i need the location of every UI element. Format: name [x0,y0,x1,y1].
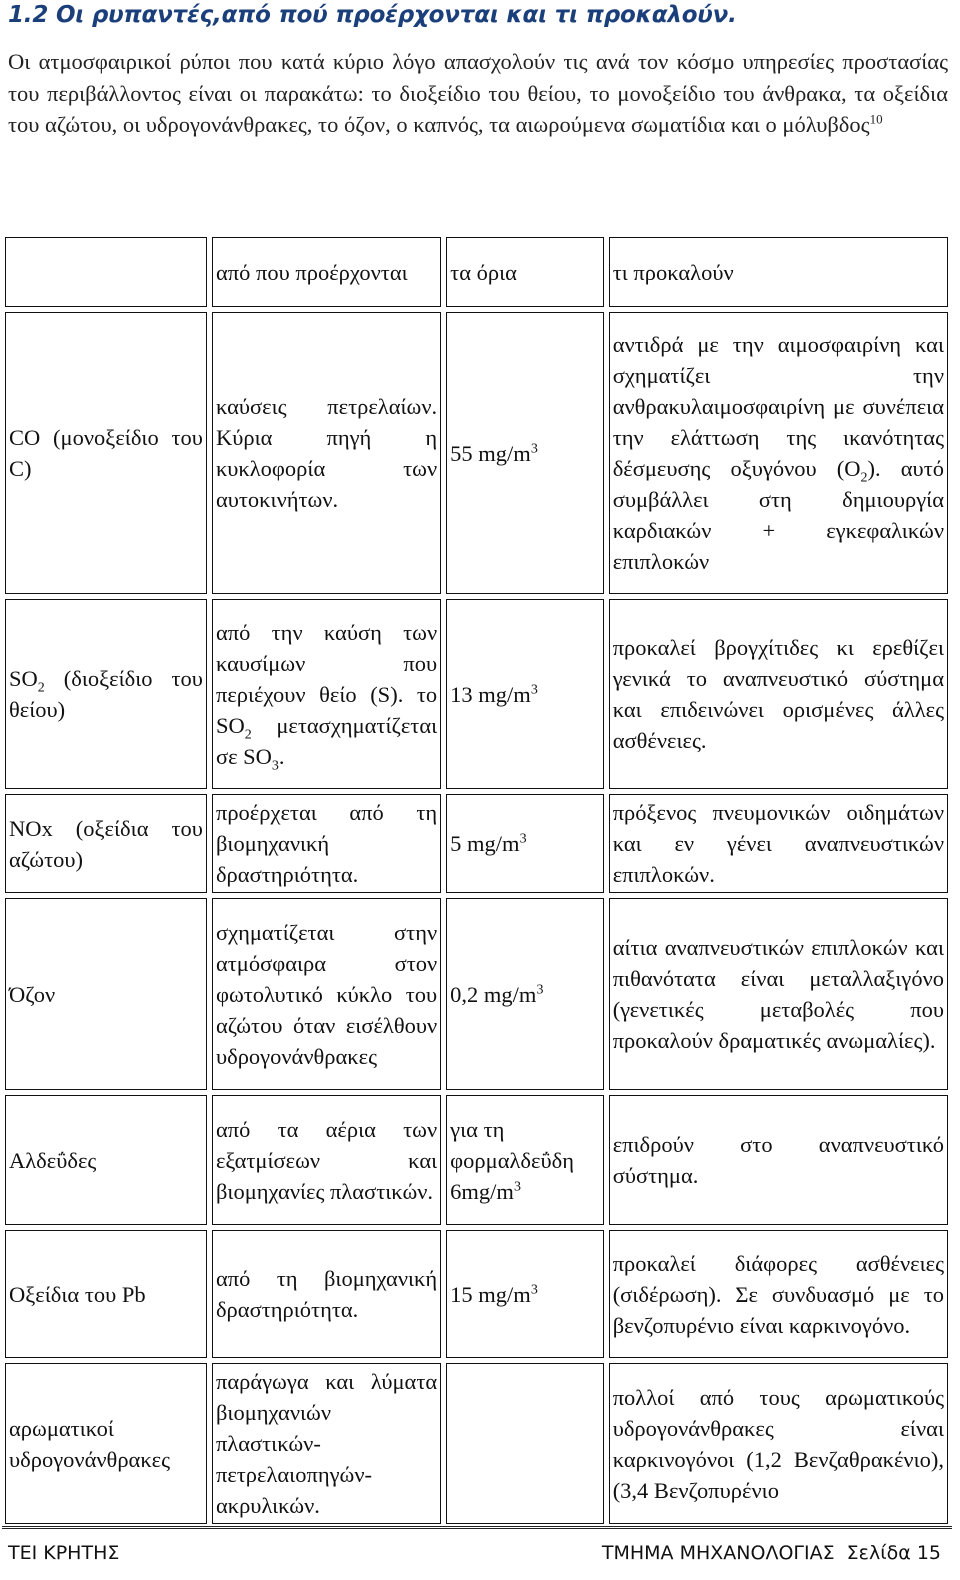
effect-text-cont: ). αυτό συμβάλλει στη δημιουργία καρδιακών + εγκεφαλικών επιπλοκών [612,456,944,574]
table-row [5,898,948,1090]
source-text: από την καύση των καυσίμων που περιέχουν θείο (S). το SO [215,619,438,738]
limit-exponent: 3 [519,831,527,847]
limit-value: 5 mg/m [450,831,520,856]
intro-paragraph [8,46,948,141]
source-cell: από τα αέρια των εξατμίσεων και βιομηχανίες πλαστικών. [212,1095,441,1225]
pollutant-text-cont: (διοξείδιο του θείου) [9,666,203,722]
section-heading: 1.2 Οι ρυπαντές,από πού προέρχονται και τι προκαλούν. [8,2,737,28]
table-row [5,599,948,789]
limit-cell [446,599,604,789]
table-row [5,1230,948,1358]
effect-cell: αίτια αναπνευστικών επιπλοκών και πιθανότατα είναι μεταλλαξιγόνο (γενετικές μεταβολές που προκαλούν δραματικές ανωμαλίες). [609,898,948,1090]
source-cell: προέρχεται από τη βιομηχανική δραστηριότητα. [212,794,441,893]
header-cell-effects: τι προκαλούν [609,237,948,307]
source-text-end: . [278,743,285,769]
limit-cell [446,312,604,594]
source-cell: καύσεις πετρελαίων. Κύρια πηγή η κυκλοφορία των αυτοκινήτων. [212,312,441,594]
limit-exponent: 3 [530,441,538,456]
limit-exponent: 3 [536,982,544,997]
limit-exponent: 3 [530,682,538,697]
limit-cell [446,1230,604,1358]
limit-value: 13 mg/m [450,681,531,707]
pollutant-cell [5,599,207,789]
source-cell: σχηματίζεται στην ατμόσφαιρα στον φωτολυτικό κύκλο του αζώτου όταν εισέλθουν υδρογονάνθρακες [212,898,441,1090]
effect-cell: πολλοί από τους αρωματικούς υδρογονάνθρακες είναι καρκινογόνοι (1,2 Βενζαθρακένιο), (3,4 Βενζοπυρένιο [609,1363,948,1524]
pollutant-cell: Οξείδια του Pb [5,1230,207,1358]
header-cell-limits: τα όρια [446,237,604,307]
limit-cell [446,1095,604,1225]
pollutant-subscript: 2 [37,680,45,696]
page-footer [0,1526,953,1578]
limit-cell [446,898,604,1090]
limit-exponent: 3 [530,1282,538,1297]
pollutants-table-wrapper [0,232,953,1529]
limit-cell [446,1363,604,1524]
limit-value: 0,2 mg/m [450,981,537,1007]
pollutant-cell: CO (μονοξείδιο του C) [5,312,207,594]
footnote-ref: 10 [869,111,883,127]
effect-subscript: 2 [860,470,868,486]
intro-text: Οι ατμοσφαιρικοί ρύποι που κατά κύριο λόγο απασχολούν τις ανά τον κόσμο υπηρεσίες προστασίας του περιβάλλοντος είναι οι παρακάτω: το διοξείδιο του θείου, το μονοξείδιο του άνθρακα, τα οξείδια του αζώτου, οι υδρογονάνθρακες, το όζον, ο καπνός, τα αιωρούμενα σωματίδια και ο μόλυβδος [8,49,948,137]
source-cell: παράγωγα και λύματα βιομηχανιών πλαστικών-πετρελαιοπηγών-ακρυλικών. [212,1363,441,1524]
pollutant-cell: Αλδεΰδες [5,1095,207,1225]
table-row [5,794,948,893]
effect-text: αντιδρά με την αιμοσφαιρίνη και σχηματίζει την ανθρακυλαιμοσφαιρίνη με συνέπεια την ελάττωση της ικανότητας δέσμευσης οξυγόνου (O [612,332,944,481]
effect-cell [609,312,948,594]
effect-cell: προκαλεί διάφορες ασθένειες (σιδέρωση). Σε συνδυασμό με το βενζοπυρένιο είναι καρκινογόνο. [609,1230,948,1358]
table-row [5,312,948,594]
pollutant-cell: NOx (οξείδια του αζώτου) [5,794,207,893]
limit-value: για τη φορμαλδεΰδη 6mg/m [450,1116,574,1204]
source-cell [212,599,441,789]
effect-cell: πρόξενος πνευμονικών οιδημάτων και εν γένει αναπνευστικών επιπλοκών. [609,794,948,893]
effect-cell: προκαλεί βρογχίτιδες κι ερεθίζει γενικά το αναπνευστικό σύστημα και επιδεινώνει ορισμένες άλλες ασθένειες. [609,599,948,789]
limit-value: 55 mg/m [450,440,531,466]
pollutant-cell: αρωματικοί υδρογονάνθρακες [5,1363,207,1524]
pollutant-cell: Όζον [5,898,207,1090]
limit-cell [446,794,604,893]
limit-exponent: 3 [513,1179,521,1194]
header-cell-source: από που προέρχονται [212,237,441,307]
pollutants-table [0,232,953,1529]
header-cell-empty [5,237,207,307]
limit-value: 15 mg/m [450,1281,531,1307]
footer-institution: ΤΕΙ ΚΡΗΤΗΣ [8,1542,120,1564]
footer-department-page: ΤΜΗΜΑ ΜΗΧΑΝΟΛΟΓΙΑΣ Σελίδα 15 [601,1542,941,1564]
source-subscript-2: 3 [271,758,279,773]
source-cell: από τη βιομηχανική δραστηριότητα. [212,1230,441,1358]
source-subscript: 2 [244,727,252,742]
pollutant-text: SO [9,666,38,691]
table-row [5,1363,948,1524]
source-text-cont: μετασχηματίζεται σε SO [215,712,438,769]
table-row [5,1095,948,1225]
footer-divider [2,1526,952,1529]
table-header-row [5,237,948,307]
effect-cell: επιδρούν στο αναπνευστικό σύστημα. [609,1095,948,1225]
